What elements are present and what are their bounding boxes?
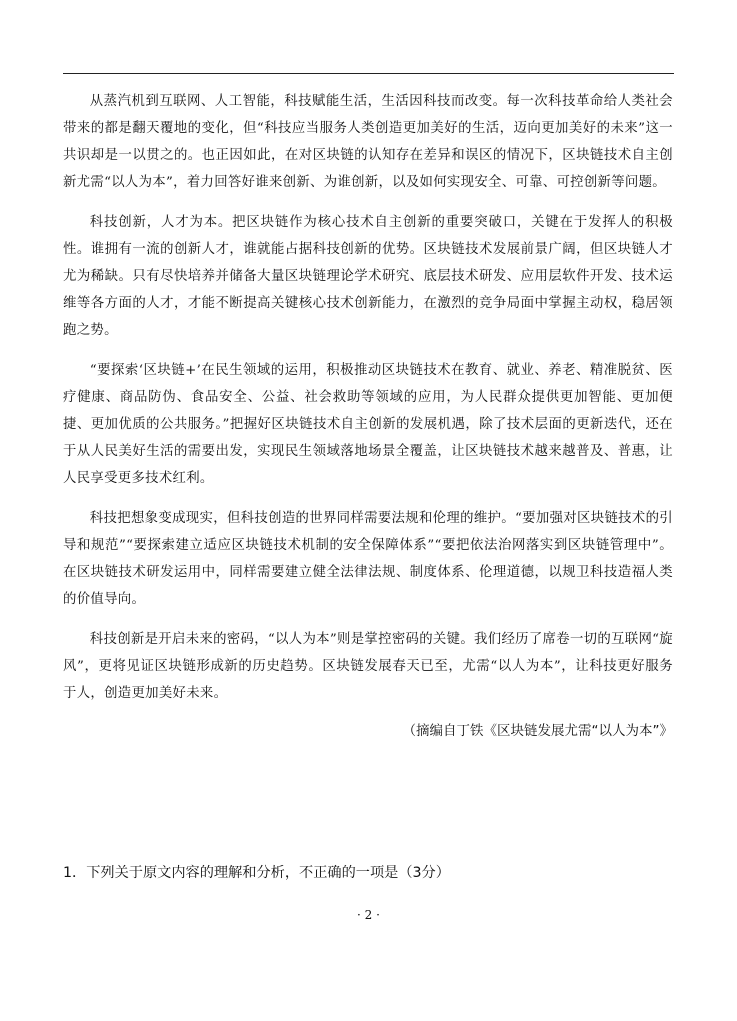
paragraph-3: “要探索‘区块链+’在民生领域的运用，积极推动区块链技术在教育、就业、养老、精准脱贫、医疗健康、商品防伪、食品安全、公益、社会救助等领域的应用，为人民群众提供更加智能、更加便捷、更加优质的公共服务。”把握好区块链技术自主创新的发展机遇，除了技术层面的更新迭代，还在于从人民美好生活的需要出发，实现民生领域落地场景全覆盖，让区块链技术越来越普及、普惠，让人民享受更多技术红利。 [63,363,673,486]
header-divider [63,73,674,74]
question-1: 1．下列关于原文内容的理解和分析，不正确的一项是（3分） [63,865,450,881]
paragraph-4: 科技把想象变成现实，但科技创造的世界同样需要法规和伦理的维护。“要加强对区块链技术的引导和规范”“要探索建立适应区块链技术机制的安全保障体系”“要把依法治网落实到区块链管理中”。在区块链技术研发运用中，同样需要建立健全法律法规、制度体系、伦理道德，以规卫科技造福人类的价值导向。 [63,511,673,607]
article-body [63,88,673,742]
page-number: · 2 · [357,908,380,922]
paragraph-2: 科技创新，人才为本。把区块链作为核心技术自主创新的重要突破口，关键在于发挥人的积极性。谁拥有一流的创新人才，谁就能占据科技创新的优势。区块链技术发展前景广阔，但区块链人才尤为稀缺。只有尽快培养并储备大量区块链理论学术研究、底层技术研发、应用层软件开发、技术运维等各方面的人才，才能不断提高关键核心技术创新能力，在激烈的竞争局面中掌握主动权，稳居领跑之势。 [63,215,673,338]
article-source: （摘编自丁铁《区块链发展尤需“以人为本”》 [402,723,673,739]
paragraph-1: 从蒸汽机到互联网、人工智能，科技赋能生活，生活因科技而改变。每一次科技革命给人类社会带来的都是翻天覆地的变化，但“科技应当服务人类创造更加美好的生活，迈向更加美好的未来”这一共识却是一以贯之的。也正因如此，在对区块链的认知存在差异和误区的情况下，区块链技术自主创新尤需“以人为本”，着力回答好谁来创新、为谁创新，以及如何实现安全、可靠、可控创新等问题。 [63,94,674,190]
paragraph-5: 科技创新是开启未来的密码，“以人为本”则是掌控密码的关键。我们经历了席卷一切的互联网“旋风”，更将见证区块链形成新的历史趋势。区块链发展春天已至，尤需“以人为本”，让科技更好服务于人，创造更加美好未来。 [63,632,673,701]
